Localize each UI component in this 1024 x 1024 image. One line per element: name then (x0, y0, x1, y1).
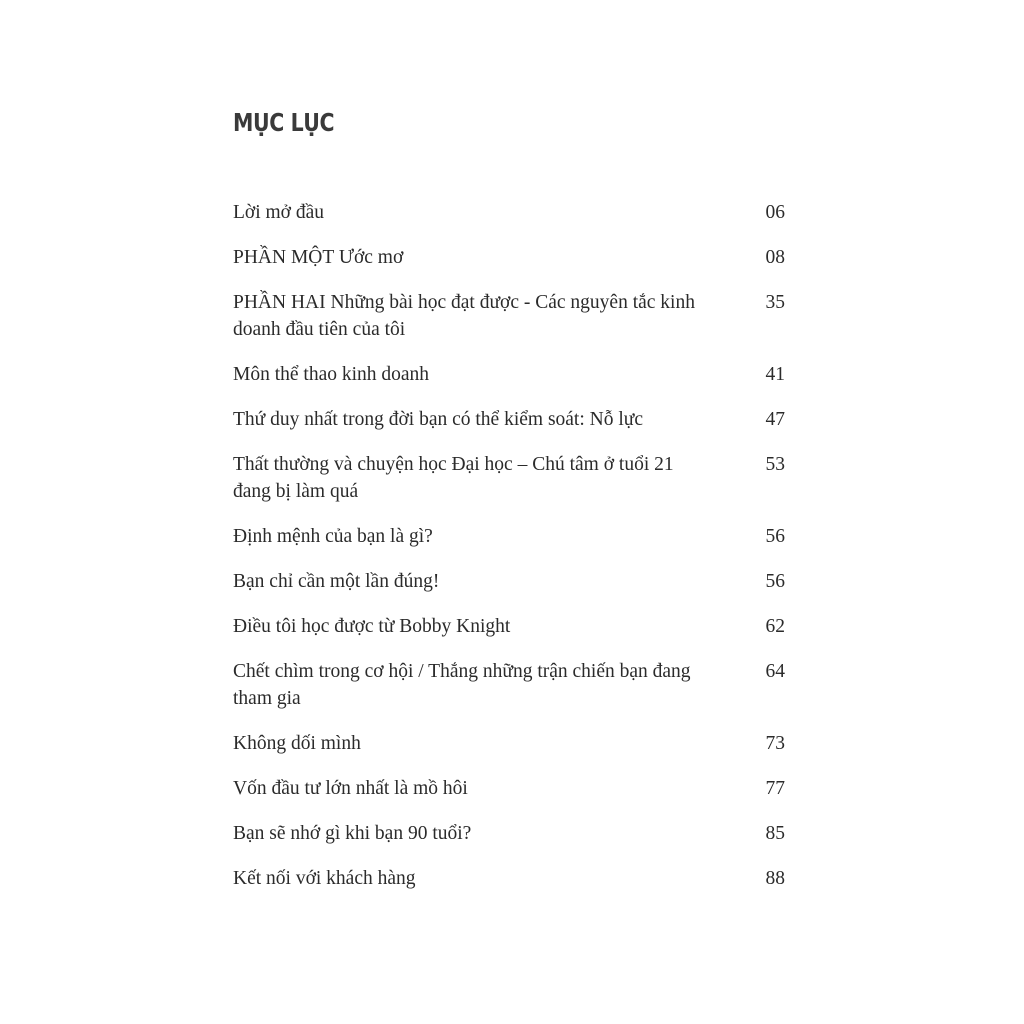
toc-entry-page-number: 08 (765, 247, 785, 268)
toc-entry[interactable] (233, 361, 785, 388)
toc-entry[interactable] (233, 406, 785, 433)
toc-entry-title: Môn thể thao kinh doanh (233, 364, 430, 385)
toc-entry-page-number: 88 (765, 868, 785, 889)
toc-entry-title: Kết nối với khách hàng (233, 868, 416, 889)
toc-entry[interactable] (233, 658, 785, 712)
toc-entry[interactable] (233, 523, 785, 550)
toc-entry-page-number: 62 (765, 616, 785, 637)
toc-entry[interactable] (233, 865, 785, 892)
toc-entry-title: Bạn sẽ nhớ gì khi bạn 90 tuổi? (233, 823, 472, 844)
toc-entry[interactable] (233, 775, 785, 802)
toc-entry-title: Không dối mình (233, 733, 361, 754)
toc-entry-page-number: 56 (765, 526, 785, 547)
toc-entry[interactable] (233, 199, 785, 226)
toc-entry-title: Vốn đầu tư lớn nhất là mồ hôi (233, 778, 468, 799)
toc-entry-title: Bạn chỉ cần một lần đúng! (233, 571, 440, 592)
toc-entry-title: Lời mở đầu (233, 202, 325, 223)
toc-entry-page-number: 56 (765, 571, 785, 592)
toc-entry-page-number: 41 (765, 364, 785, 385)
toc-entry-page-number: 53 (765, 454, 785, 475)
toc-entry[interactable] (233, 613, 785, 640)
toc-entry[interactable] (233, 568, 785, 595)
toc-entry-title: Thứ duy nhất trong đời bạn có thể kiểm soát: Nỗ lực (233, 409, 643, 430)
toc-entry[interactable] (233, 289, 785, 343)
toc-entry-title: Điều tôi học được từ Bobby Knight (233, 616, 511, 637)
toc-entry-page-number: 73 (765, 733, 785, 754)
toc-entry-title: Chết chìm trong cơ hội / Thắng những trận chiến bạn đang tham gia (233, 661, 691, 709)
toc-list (233, 199, 785, 910)
toc-entry-page-number: 85 (765, 823, 785, 844)
toc-entry-page-number: 47 (765, 409, 785, 430)
toc-entry-page-number: 06 (765, 202, 785, 223)
toc-entry[interactable] (233, 244, 785, 271)
toc-entry-title: PHẦN MỘT Ước mơ (233, 247, 404, 268)
toc-entry-title: Thất thường và chuyện học Đại học – Chú tâm ở tuổi 21 đang bị làm quá (233, 454, 674, 502)
toc-entry-page-number: 35 (765, 292, 785, 313)
toc-entry-page-number: 77 (765, 778, 785, 799)
toc-entry[interactable] (233, 820, 785, 847)
toc-entry-title: PHẦN HAI Những bài học đạt được - Các nguyên tắc kinh doanh đầu tiên của tôi (233, 292, 695, 340)
page-title: MỤC LỤC (233, 108, 335, 137)
toc-entry-page-number: 64 (765, 661, 785, 682)
toc-entry-title: Định mệnh của bạn là gì? (233, 526, 433, 547)
toc-entry[interactable] (233, 451, 785, 505)
toc-entry[interactable] (233, 730, 785, 757)
